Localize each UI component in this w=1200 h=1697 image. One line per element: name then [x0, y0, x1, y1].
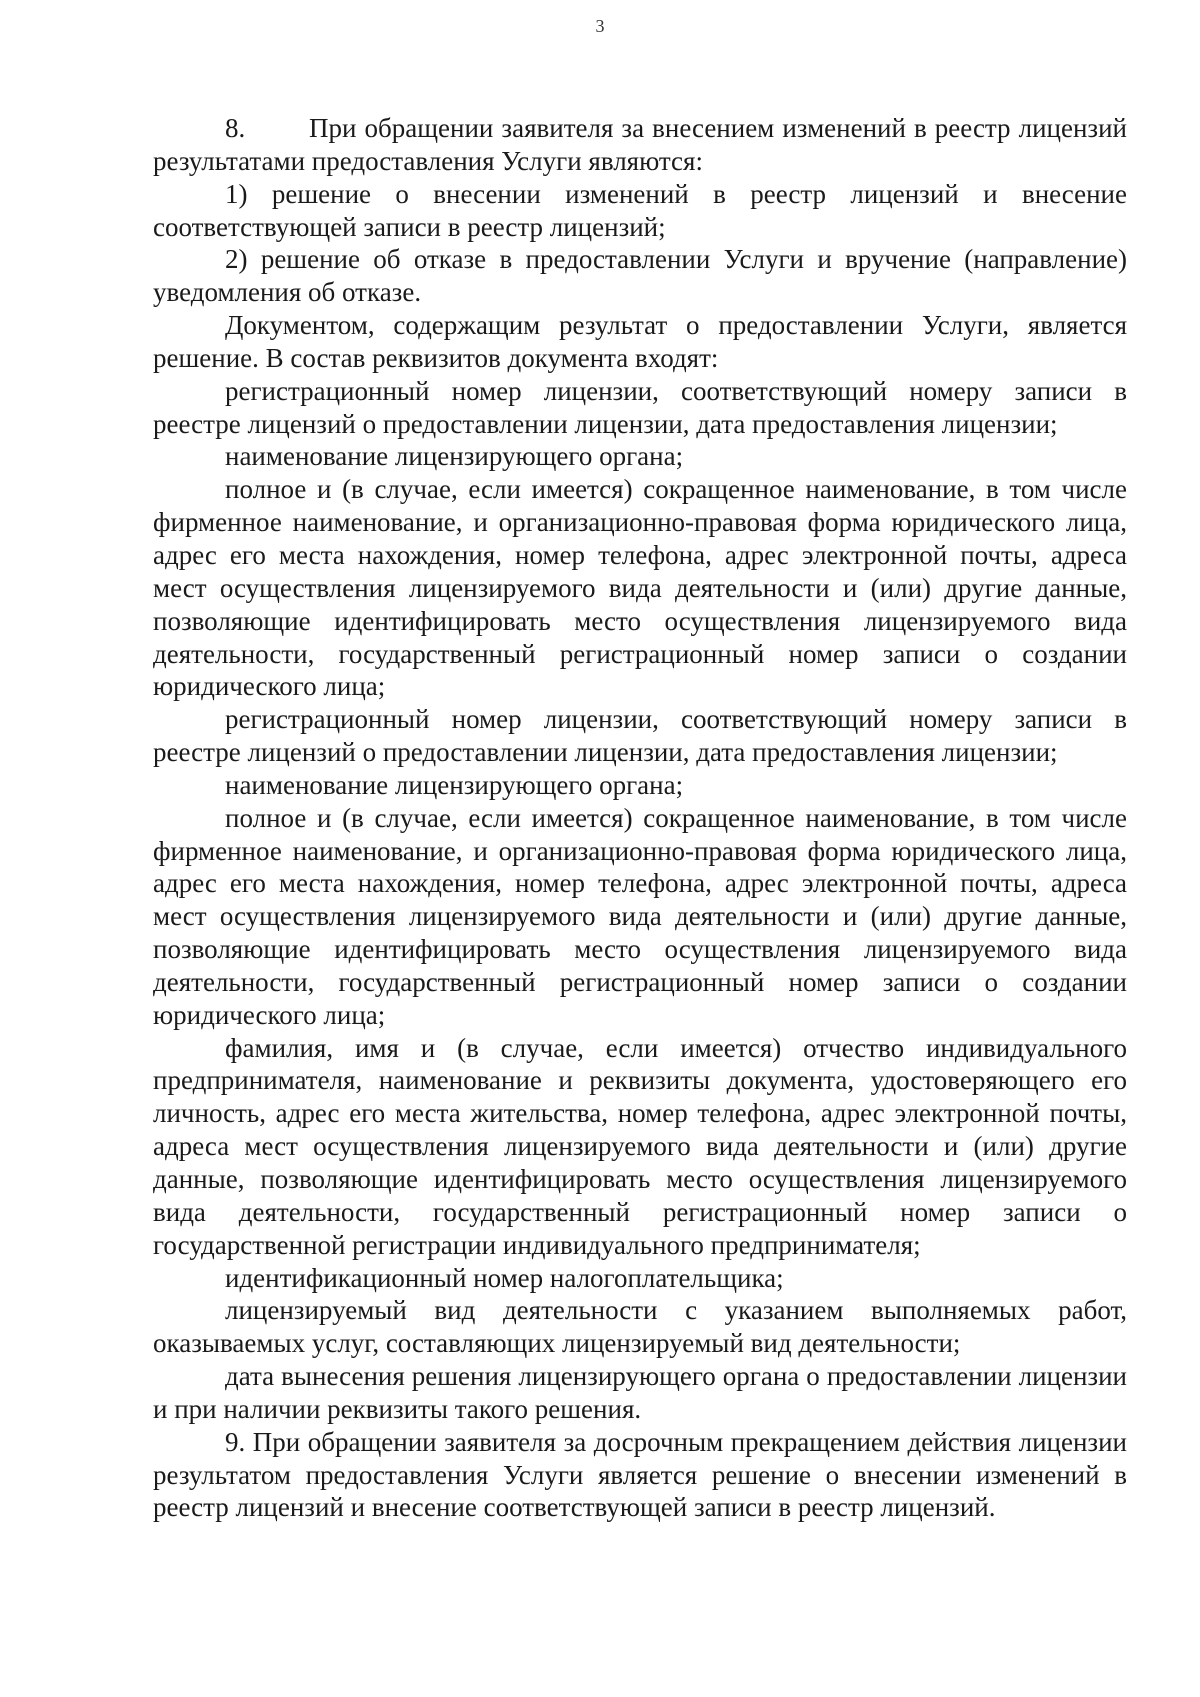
requisite-item: лицензируемый вид деятельности с указанием выполняемых работ, оказываемых услуг, составляющих лицензируемый вид деятельности; [153, 1295, 1127, 1359]
paragraph-text: При обращении заявителя за внесением изменений в реестр лицензий результатами предоставления Услуги являются: [153, 113, 1127, 176]
requisite-item: полное и (в случае, если имеется) сокращенное наименование, в том числе фирменное наименование, и организационно-правовая форма юридического лица, адрес его места нахождения, номер телефона, адрес электронной почты, адреса мест осуществления лицензируемого вида деятельности и (или) другие данные, позволяющие идентифицировать место осуществления лицензируемого вида деятельности, государственный регистрационный номер записи о создании юридического лица; [153, 474, 1127, 702]
document-requisites-intro: Документом, содержащим результат о предоставлении Услуги, является решение. В состав реквизитов документа входят: [153, 310, 1127, 373]
requisite-item: регистрационный номер лицензии, соответствующий номеру записи в реестре лицензий о предоставлении лицензии, дата предоставления лицензии; [153, 375, 1127, 439]
requisite-item: идентификационный номер налогоплательщика; [225, 1262, 784, 1293]
result-item-2: 2) решение об отказе в предоставлении Услуги и вручение (направление) уведомления об отказе. [153, 244, 1127, 308]
document-body [153, 112, 1127, 1524]
paragraph-9: 9. При обращении заявителя за досрочным прекращением действия лицензии результатом предоставления Услуги является решение о внесении изменений в реестр лицензий и внесение соответствующей записи в реестр лицензий. [153, 1426, 1127, 1523]
requisite-item: регистрационный номер лицензии, соответствующий номеру записи в реестре лицензий о предоставлении лицензии, дата предоставления лицензии; [153, 704, 1127, 768]
requisite-item: наименование лицензирующего органа; [225, 441, 684, 472]
requisite-item: дата вынесения решения лицензирующего органа о предоставлении лицензии и при наличии реквизиты такого решения. [153, 1361, 1127, 1424]
page-number: 3 [595, 16, 605, 36]
requisite-item: полное и (в случае, если имеется) сокращенное наименование, в том числе фирменное наименование, и организационно-правовая форма юридического лица, адрес его места нахождения, номер телефона, адрес электронной почты, адреса мест осуществления лицензируемого вида деятельности и (или) другие данные, позволяющие идентифицировать место осуществления лицензируемого вида деятельности, государственный регистрационный номер записи о создании юридического лица; [153, 802, 1127, 1030]
requisite-item: фамилия, имя и (в случае, если имеется) отчество индивидуального предпринимателя, наименование и реквизиты документа, удостоверяющего его личность, адрес его места жительства, номер телефона, адрес электронной почты, адреса мест осуществления лицензируемого вида деятельности и (или) другие данные, позволяющие идентифицировать место осуществления лицензируемого вида деятельности, государственный регистрационный номер записи о государственной регистрации индивидуального предпринимателя; [153, 1032, 1127, 1260]
requisite-item: наименование лицензирующего органа; [225, 769, 684, 800]
paragraph-8 [153, 112, 1127, 178]
result-item-1: 1) решение о внесении изменений в реестр лицензий и внесение соответствующей записи в реестр лицензий; [153, 178, 1127, 242]
item-number: 8. [225, 113, 246, 143]
